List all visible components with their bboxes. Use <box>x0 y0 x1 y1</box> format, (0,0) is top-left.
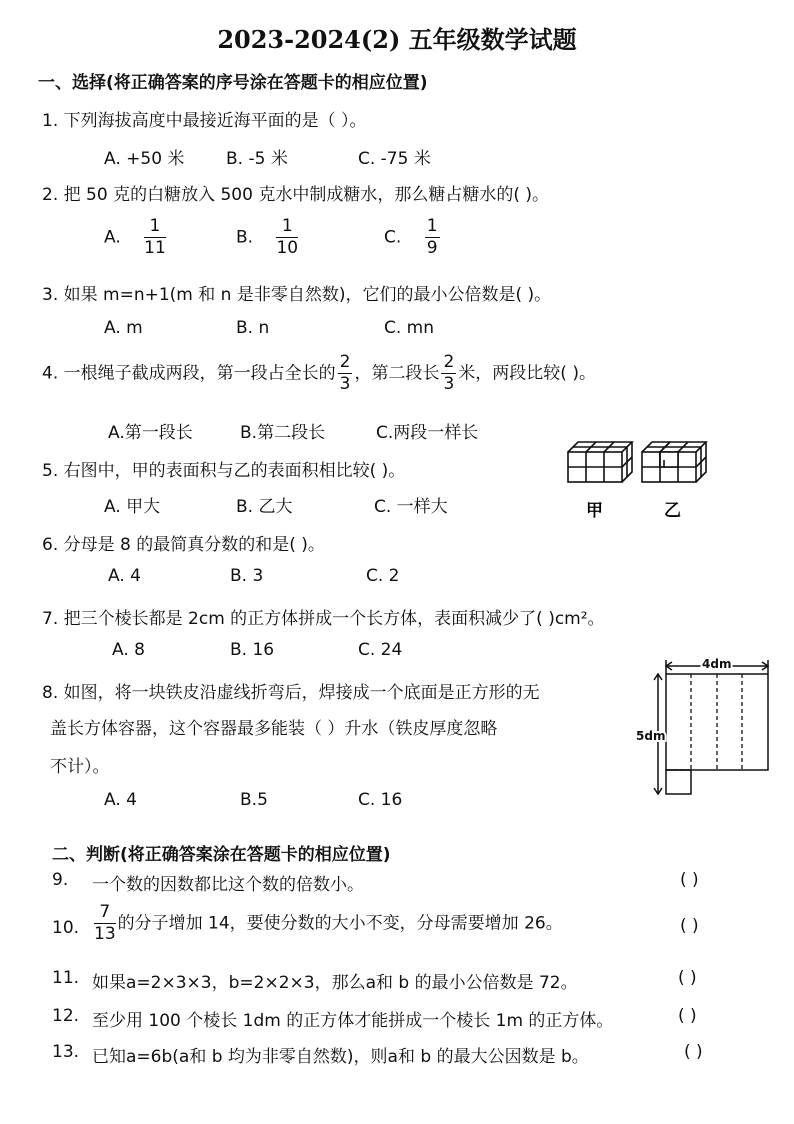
question-3: 3. 如果 m=n+1(m 和 n 是非零自然数)，它们的最小公倍数是( )。 <box>42 285 552 305</box>
label-jia: 甲 <box>586 501 603 521</box>
judge-13-text: 已知a=6b(a和 b 均为非零自然数)，则a和 b 的最大公因数是 b。 <box>92 1047 589 1067</box>
q2-option-a-fraction: $\frac{1}{11}$ <box>144 216 166 258</box>
page-title: 2023-2024(2) 五年级数学试题 <box>217 25 577 54</box>
q3-option-c[interactable]: C. mn <box>384 318 435 338</box>
judge-10-text: $\frac{7}{13}$ 的分子增加 14，要使分数的大小不变，分母需要增加 26。 <box>94 902 563 944</box>
q2-option-b-fraction: $\frac{1}{10}$ <box>276 216 299 258</box>
q7-option-c[interactable]: C. 24 <box>358 640 403 660</box>
q4-fraction-1: $\frac{2}{3}$ <box>339 352 351 394</box>
section-one-heading: 一、选择(将正确答案的序号涂在答题卡的相应位置) <box>38 73 428 93</box>
judge-12-text: 至少用 100 个棱长 1dm 的正方体才能拼成一个棱长 1m 的正方体。 <box>92 1011 614 1031</box>
question-8-line2: 盖长方体容器，这个容器最多能装（ ）升水（铁皮厚度忽略 <box>50 719 498 739</box>
q5-cube-figure <box>560 432 720 524</box>
q4-option-c[interactable]: C.两段一样长 <box>376 423 479 443</box>
q1-option-a[interactable]: A. +50 米 <box>104 149 185 169</box>
judge-12-answer-paren[interactable]: ( ) <box>678 1006 697 1026</box>
q6-option-b[interactable]: B. 3 <box>230 566 264 586</box>
q2-option-b-label: B. <box>236 227 254 248</box>
q8-height-label: 5dm <box>636 729 666 743</box>
judge-11-text: 如果a=2×3×3，b=2×2×3，那么a和 b 的最小公倍数是 72。 <box>92 973 578 993</box>
judge-10-fraction: $\frac{7}{13}$ <box>94 902 116 944</box>
q3-option-a[interactable]: A. m <box>104 318 143 338</box>
question-7: 7. 把三个棱长都是 2cm 的正方体拼成一个长方体，表面积减少了( )cm²。 <box>42 609 605 629</box>
section-two-heading: 二、判断(将正确答案涂在答题卡的相应位置) <box>52 845 391 865</box>
question-8-line3: 不计）。 <box>50 757 110 777</box>
question-8-line1: 8. 如图，将一块铁皮沿虚线折弯后，焊接成一个底面是正方形的无 <box>42 683 540 703</box>
figure-yi <box>642 442 706 482</box>
q8-sheet-figure <box>636 654 782 798</box>
q5-option-c[interactable]: C. 一样大 <box>374 497 448 517</box>
judge-9-answer-paren[interactable]: ( ) <box>680 870 699 890</box>
label-yi: 乙 <box>664 501 681 521</box>
q8-option-b[interactable]: B.5 <box>240 790 268 810</box>
q7-option-a[interactable]: A. 8 <box>112 640 145 660</box>
q5-option-b[interactable]: B. 乙大 <box>236 497 293 517</box>
q2-option-c-fraction: $\frac{1}{9}$ <box>426 216 438 258</box>
judge-13-answer-paren[interactable]: ( ) <box>684 1042 703 1062</box>
q1-option-c[interactable]: C. -75 米 <box>358 149 431 169</box>
judge-11-number: 11. <box>52 968 80 988</box>
judge-9-number: 9. <box>52 870 69 890</box>
q6-option-c[interactable]: C. 2 <box>366 566 400 586</box>
question-2: 2. 把 50 克的白糖放入 500 克水中制成糖水，那么糖占糖水的( )。 <box>42 185 549 205</box>
q3-option-b[interactable]: B. n <box>236 318 270 338</box>
q4-fraction-2: $\frac{2}{3}$ <box>443 352 455 394</box>
q2-option-c-label: C. <box>384 227 402 248</box>
q6-option-a[interactable]: A. 4 <box>108 566 141 586</box>
q2-option-c[interactable] <box>384 218 442 257</box>
question-1: 1. 下列海拔高度中最接近海平面的是（ ）。 <box>42 111 367 131</box>
figure-jia <box>568 442 632 482</box>
judge-10-number: 10. <box>52 918 80 938</box>
judge-10-answer-paren[interactable]: ( ) <box>680 916 699 936</box>
q7-option-b[interactable]: B. 16 <box>230 640 275 660</box>
q2-option-a[interactable] <box>104 218 168 257</box>
q2-option-a-label: A. <box>104 227 121 248</box>
judge-13-number: 13. <box>52 1042 80 1062</box>
q5-option-a[interactable]: A. 甲大 <box>104 497 161 517</box>
q1-option-b[interactable]: B. -5 米 <box>226 149 288 169</box>
judge-9-text: 一个数的因数都比这个数的倍数小。 <box>92 875 364 895</box>
question-5: 5. 右图中，甲的表面积与乙的表面积相比较( )。 <box>42 461 406 481</box>
q8-width-label: 4dm <box>702 657 732 671</box>
question-4: 4. 一根绳子截成两段，第一段占全长的 $\frac{2}{3}$ ，第二段长 $\frac{2}{3}$ 米，两段比较( )。 <box>42 352 596 394</box>
judge-12-number: 12. <box>52 1006 80 1026</box>
q4-option-b[interactable]: B.第二段长 <box>240 423 326 443</box>
q8-option-a[interactable]: A. 4 <box>104 790 137 810</box>
question-6: 6. 分母是 8 的最简真分数的和是( )。 <box>42 535 325 555</box>
judge-11-answer-paren[interactable]: ( ) <box>678 968 697 988</box>
q8-option-c[interactable]: C. 16 <box>358 790 403 810</box>
q4-option-a[interactable]: A.第一段长 <box>108 423 193 443</box>
q2-option-b[interactable] <box>236 218 300 257</box>
